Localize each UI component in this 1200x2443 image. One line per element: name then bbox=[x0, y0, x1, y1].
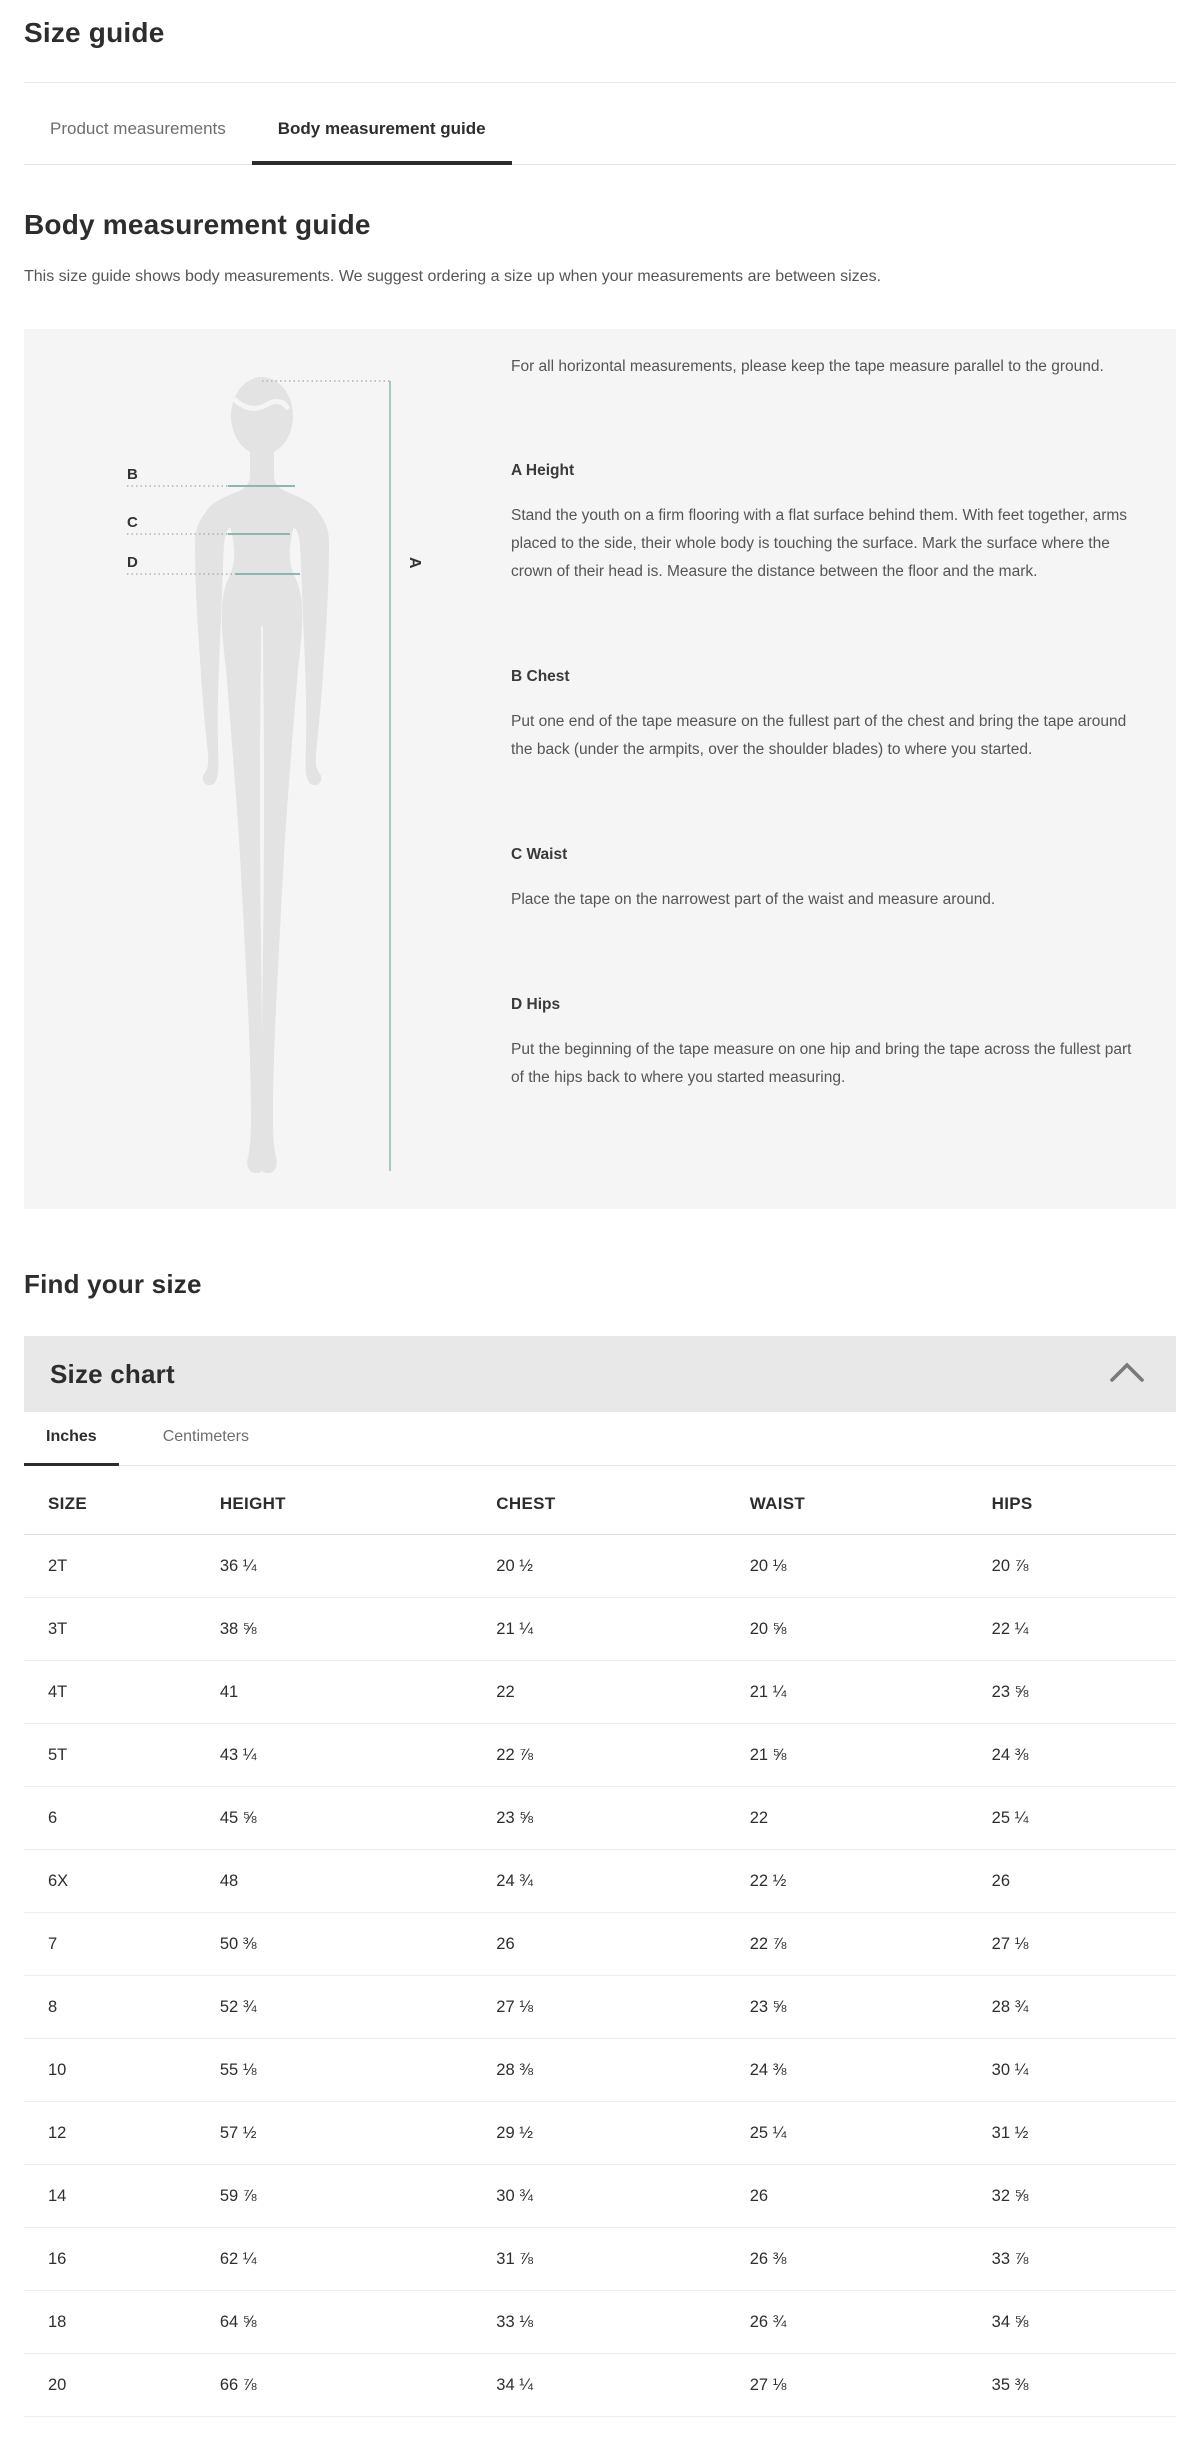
instruction-title: B Chest bbox=[511, 668, 570, 685]
main-tabs bbox=[24, 83, 1176, 165]
cell-waist: 25 ¼ bbox=[750, 2102, 992, 2165]
header-chest: CHEST bbox=[496, 1466, 749, 1535]
cell-waist: 20 ⅝ bbox=[750, 1598, 992, 1661]
find-your-size-heading: Find your size bbox=[24, 1269, 202, 1299]
table-row bbox=[24, 2228, 1176, 2291]
cell-height: 66 ⅞ bbox=[220, 2354, 496, 2417]
tab-product-measurements[interactable]: Product measurements bbox=[50, 119, 226, 138]
cell-size: 10 bbox=[24, 2039, 220, 2102]
cell-size: 7 bbox=[24, 1913, 220, 1976]
instruction-body: Place the tape on the narrowest part of the waist and measure around. bbox=[511, 891, 996, 908]
header-hips: HIPS bbox=[992, 1466, 1176, 1535]
cell-size: 6X bbox=[24, 1850, 220, 1913]
cell-hips: 30 ¼ bbox=[992, 2039, 1176, 2102]
cell-size: 14 bbox=[24, 2165, 220, 2228]
cell-waist: 23 ⅝ bbox=[750, 1976, 992, 2039]
cell-waist: 22 ½ bbox=[750, 1850, 992, 1913]
instruction-section-hips bbox=[511, 996, 1142, 1092]
table-row bbox=[24, 2165, 1176, 2228]
measurement-instructions bbox=[511, 329, 1176, 1092]
cell-chest: 20 ½ bbox=[496, 1535, 749, 1598]
cell-size: 4T bbox=[24, 1661, 220, 1724]
cell-hips: 34 ⅝ bbox=[992, 2291, 1176, 2354]
size-table-body bbox=[24, 1535, 1176, 2417]
instruction-body: Put one end of the tape measure on the fullest part of the chest and bring the tape around the back (under the armpits, over the shoulder blades) to where you started. bbox=[511, 713, 1127, 758]
tab-centimeters[interactable]: Centimeters bbox=[162, 1428, 249, 1445]
cell-hips: 33 ⅞ bbox=[992, 2228, 1176, 2291]
cell-chest: 28 ⅜ bbox=[496, 2039, 749, 2102]
cell-chest: 30 ¾ bbox=[496, 2165, 749, 2228]
cell-hips: 22 ¼ bbox=[992, 1598, 1176, 1661]
cell-waist: 21 ¼ bbox=[750, 1661, 992, 1724]
cell-hips: 35 ⅜ bbox=[992, 2354, 1176, 2417]
body-guide-heading: Body measurement guide bbox=[24, 209, 371, 240]
cell-height: 38 ⅝ bbox=[220, 1598, 496, 1661]
instruction-title: D Hips bbox=[511, 996, 561, 1013]
cell-chest: 33 ⅛ bbox=[496, 2291, 749, 2354]
cell-chest: 22 ⅞ bbox=[496, 1724, 749, 1787]
table-row bbox=[24, 1535, 1176, 1598]
cell-hips: 27 ⅛ bbox=[992, 1913, 1176, 1976]
cell-height: 55 ⅛ bbox=[220, 2039, 496, 2102]
cell-hips: 32 ⅝ bbox=[992, 2165, 1176, 2228]
cell-chest: 31 ⅞ bbox=[496, 2228, 749, 2291]
cell-height: 59 ⅞ bbox=[220, 2165, 496, 2228]
cell-chest: 26 bbox=[496, 1913, 749, 1976]
size-table bbox=[24, 1466, 1176, 2417]
table-row bbox=[24, 1913, 1176, 1976]
instruction-title: A Height bbox=[511, 462, 575, 479]
body-silhouette bbox=[195, 377, 329, 1173]
cell-waist: 20 ⅛ bbox=[750, 1535, 992, 1598]
cell-waist: 26 bbox=[750, 2165, 992, 2228]
header-size: SIZE bbox=[24, 1466, 220, 1535]
cell-chest: 27 ⅛ bbox=[496, 1976, 749, 2039]
cell-waist: 21 ⅝ bbox=[750, 1724, 992, 1787]
table-row bbox=[24, 1976, 1176, 2039]
instruction-section-waist bbox=[511, 846, 1142, 914]
measurement-diagram-panel bbox=[24, 329, 1176, 1209]
body-guide-intro: This size guide shows body measurements. We suggest ordering a size up when your measurements are between sizes. bbox=[24, 268, 882, 285]
cell-chest: 29 ½ bbox=[496, 2102, 749, 2165]
body-silhouette-diagram bbox=[24, 329, 524, 1209]
instructions-intro: For all horizontal measurements, please keep the tape measure parallel to the ground. bbox=[511, 358, 1104, 375]
cell-height: 48 bbox=[220, 1850, 496, 1913]
cell-height: 36 ¼ bbox=[220, 1535, 496, 1598]
cell-height: 41 bbox=[220, 1661, 496, 1724]
cell-waist: 22 bbox=[750, 1787, 992, 1850]
label-b: B bbox=[127, 466, 138, 483]
table-row bbox=[24, 1598, 1176, 1661]
cell-hips: 23 ⅝ bbox=[992, 1661, 1176, 1724]
label-d: D bbox=[127, 554, 138, 571]
cell-height: 45 ⅝ bbox=[220, 1787, 496, 1850]
label-a: A bbox=[406, 557, 423, 569]
header-height: HEIGHT bbox=[220, 1466, 496, 1535]
cell-height: 64 ⅝ bbox=[220, 2291, 496, 2354]
cell-chest: 22 bbox=[496, 1661, 749, 1724]
cell-hips: 25 ¼ bbox=[992, 1787, 1176, 1850]
cell-waist: 26 ¾ bbox=[750, 2291, 992, 2354]
cell-chest: 21 ¼ bbox=[496, 1598, 749, 1661]
cell-hips: 31 ½ bbox=[992, 2102, 1176, 2165]
instruction-body: Stand the youth on a firm flooring with a flat surface behind them. With feet together, arms placed to the side, their whole body is touching the surface. Mark the surface where the crown of their head is. Measure the distance between the floor and the mark. bbox=[511, 507, 1128, 580]
cell-size: 18 bbox=[24, 2291, 220, 2354]
table-row bbox=[24, 2291, 1176, 2354]
table-row bbox=[24, 1724, 1176, 1787]
table-header-row bbox=[24, 1466, 1176, 1535]
cell-size: 20 bbox=[24, 2354, 220, 2417]
cell-size: 2T bbox=[24, 1535, 220, 1598]
table-row bbox=[24, 1850, 1176, 1913]
cell-size: 8 bbox=[24, 1976, 220, 2039]
instruction-section-height bbox=[511, 462, 1142, 586]
table-row bbox=[24, 2354, 1176, 2417]
cell-hips: 24 ⅜ bbox=[992, 1724, 1176, 1787]
cell-chest: 24 ¾ bbox=[496, 1850, 749, 1913]
cell-hips: 28 ¾ bbox=[992, 1976, 1176, 2039]
cell-size: 3T bbox=[24, 1598, 220, 1661]
cell-height: 57 ½ bbox=[220, 2102, 496, 2165]
header-waist: WAIST bbox=[750, 1466, 992, 1535]
cell-size: 5T bbox=[24, 1724, 220, 1787]
table-row bbox=[24, 1661, 1176, 1724]
page-title: Size guide bbox=[24, 17, 165, 48]
cell-size: 6 bbox=[24, 1787, 220, 1850]
cell-waist: 22 ⅞ bbox=[750, 1913, 992, 1976]
chevron-up-icon[interactable] bbox=[1108, 1360, 1146, 1389]
tab-body-measurement-guide[interactable]: Body measurement guide bbox=[252, 83, 512, 165]
instruction-body: Put the beginning of the tape measure on one hip and bring the tape across the fullest part of the hips back to where you started measuring. bbox=[511, 1041, 1132, 1086]
cell-height: 43 ¼ bbox=[220, 1724, 496, 1787]
cell-size: 16 bbox=[24, 2228, 220, 2291]
instruction-title: C Waist bbox=[511, 846, 568, 863]
table-row bbox=[24, 2102, 1176, 2165]
cell-size: 12 bbox=[24, 2102, 220, 2165]
size-chart-header[interactable] bbox=[24, 1336, 1176, 1412]
size-chart-title: Size chart bbox=[50, 1358, 175, 1389]
table-row bbox=[24, 2039, 1176, 2102]
table-row bbox=[24, 1787, 1176, 1850]
cell-chest: 23 ⅝ bbox=[496, 1787, 749, 1850]
label-c: C bbox=[127, 514, 138, 531]
cell-height: 50 ⅜ bbox=[220, 1913, 496, 1976]
tab-inches[interactable]: Inches bbox=[24, 1412, 119, 1466]
cell-waist: 24 ⅜ bbox=[750, 2039, 992, 2102]
cell-hips: 20 ⅞ bbox=[992, 1535, 1176, 1598]
cell-height: 62 ¼ bbox=[220, 2228, 496, 2291]
cell-height: 52 ¾ bbox=[220, 1976, 496, 2039]
cell-waist: 27 ⅛ bbox=[750, 2354, 992, 2417]
cell-waist: 26 ⅜ bbox=[750, 2228, 992, 2291]
cell-chest: 34 ¼ bbox=[496, 2354, 749, 2417]
cell-hips: 26 bbox=[992, 1850, 1176, 1913]
unit-tabs bbox=[24, 1412, 1176, 1466]
instruction-section-chest bbox=[511, 668, 1142, 764]
